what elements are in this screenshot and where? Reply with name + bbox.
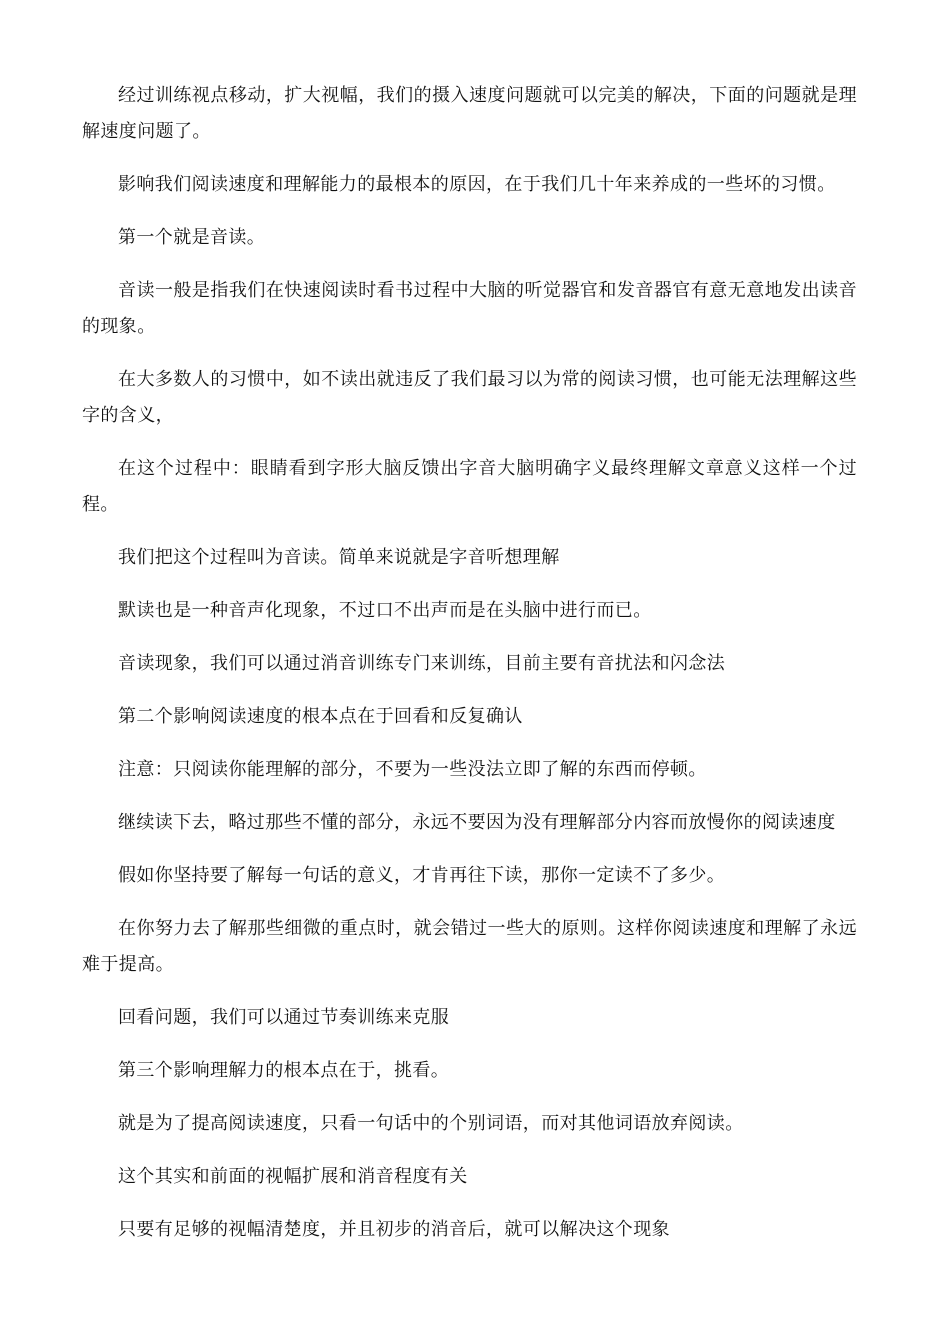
paragraph: 继续读下去，略过那些不懂的部分，永远不要因为没有理解部分内容而放慢你的阅读速度 <box>118 812 836 833</box>
paragraph: 经过训练视点移动，扩大视幅，我们的摄入速度问题就可以完美的解决，下面的问题就是理解速度问题了。 <box>82 85 857 142</box>
paragraph: 就是为了提高阅读速度，只看一句话中的个别词语，而对其他词语放弃阅读。 <box>118 1113 744 1134</box>
paragraph: 第三个影响理解力的根本点在于，挑看。 <box>118 1060 450 1081</box>
paragraph: 音读一般是指我们在快速阅读时看书过程中大脑的听觉器官和发音器官有意无意地发出读音的现象。 <box>82 280 857 337</box>
paragraph: 第一个就是音读。 <box>118 227 266 248</box>
paragraph: 假如你坚持要了解每一句话的意义，才肯再往下读，那你一定读不了多少。 <box>118 865 726 886</box>
paragraph: 在你努力去了解那些细微的重点时，就会错过一些大的原则。这样你阅读速度和理解了永远难于提高。 <box>82 918 857 975</box>
paragraph: 回看问题，我们可以通过节奏训练来克服 <box>118 1007 450 1028</box>
paragraph: 我们把这个过程叫为音读。简单来说就是字音听想理解 <box>118 547 560 568</box>
paragraph: 在大多数人的习惯中，如不读出就违反了我们最习以为常的阅读习惯，也可能无法理解这些字的含义， <box>82 369 857 426</box>
paragraph: 在这个过程中：眼睛看到字形大脑反馈出字音大脑明确字义最终理解文章意义这样一个过程。 <box>82 458 857 515</box>
paragraph: 注意：只阅读你能理解的部分，不要为一些没法立即了解的东西而停顿。 <box>118 759 707 780</box>
paragraph: 第二个影响阅读速度的根本点在于回看和反复确认 <box>118 706 523 727</box>
paragraph: 这个其实和前面的视幅扩展和消音程度有关 <box>118 1166 468 1187</box>
paragraph: 默读也是一种音声化现象，不过口不出声而是在头脑中进行而已。 <box>118 600 652 621</box>
paragraph: 音读现象，我们可以通过消音训练专门来训练，目前主要有音扰法和闪念法 <box>118 653 726 674</box>
document-body <box>82 78 857 1265</box>
paragraph: 只要有足够的视幅清楚度，并且初步的消音后，就可以解决这个现象 <box>118 1219 670 1240</box>
paragraph: 影响我们阅读速度和理解能力的最根本的原因，在于我们几十年来养成的一些坏的习惯。 <box>118 174 836 195</box>
